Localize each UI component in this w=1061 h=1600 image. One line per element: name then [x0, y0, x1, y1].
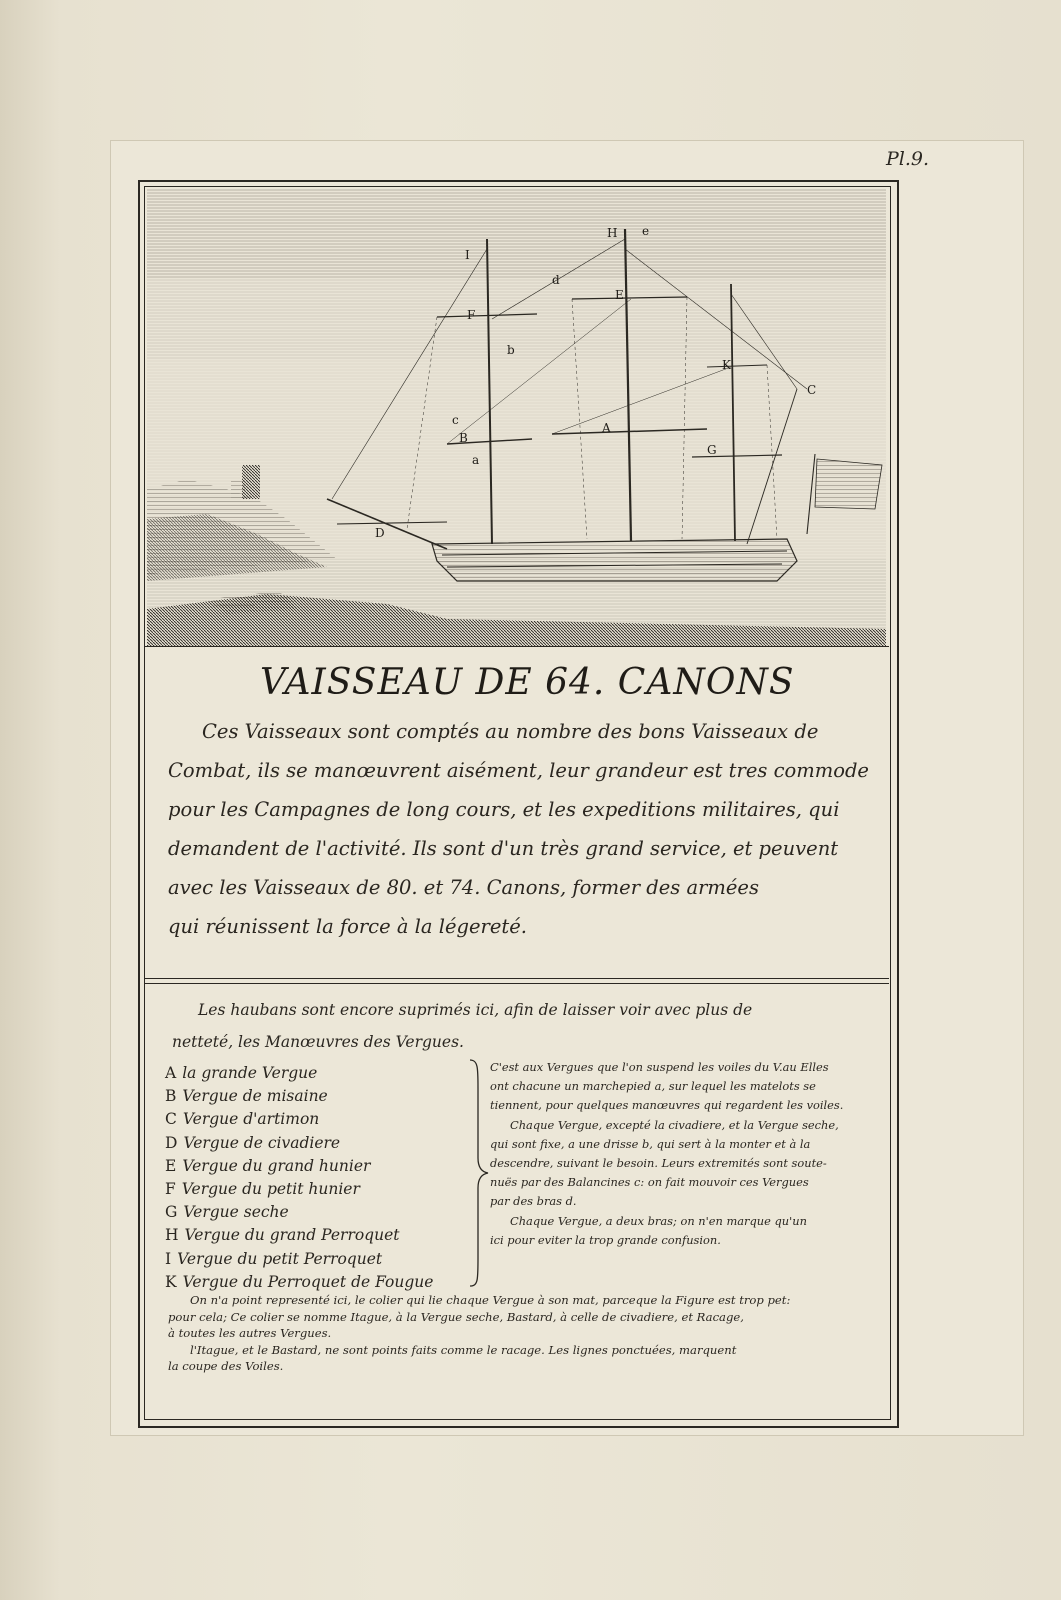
caption-letter-E: E: [615, 288, 624, 302]
footnote-line: à toutes les autres Vergues.: [168, 1326, 332, 1341]
ship-illustration: [147, 189, 886, 646]
note-line: ici pour eviter la trop grande confusion.: [490, 1232, 721, 1247]
legend-item: [165, 1248, 475, 1271]
description-line: demandent de l'activité. Ils sont d'un très grand service, et peuvent: [168, 837, 839, 860]
legend-text: Vergue du grand Perroquet: [184, 1226, 400, 1245]
description-line: Ces Vaisseaux sont comptés au nombre des bons Vaisseaux de: [202, 720, 819, 743]
caption-letter-d: d: [552, 273, 560, 287]
note-line: C'est aux Vergues que l'on suspend les voiles du V.au Elles: [490, 1060, 829, 1074]
description-line: Combat, ils se manœuvrent aisément, leur grandeur est tres commode: [168, 759, 869, 782]
footnote-line: la coupe des Voiles.: [168, 1359, 284, 1374]
legend-letter: B: [165, 1087, 177, 1106]
legend-text: Vergue du petit Perroquet: [177, 1249, 383, 1268]
legend-letter: F: [165, 1180, 176, 1199]
caption-letter-b: b: [507, 343, 515, 357]
legend-letter: A: [165, 1064, 177, 1082]
description: [168, 712, 880, 946]
legend-item: [165, 1085, 475, 1108]
legend-text: Vergue du grand hunier: [182, 1156, 371, 1175]
plate-title: VAISSEAU DE 64. CANONS: [260, 662, 795, 703]
caption-letter-C: C: [807, 383, 817, 397]
description-line: pour les Campagnes de long cours, et les expeditions militaires, qui: [168, 798, 840, 821]
intro-line: Les haubans sont encore suprimés ici, afin de laisser voir avec plus de: [198, 1001, 753, 1019]
caption-letter-F: F: [467, 308, 476, 322]
caption-letter-D: D: [375, 526, 385, 540]
caption-letter-I: I: [465, 248, 470, 262]
legend-item: [165, 1178, 475, 1201]
note-line: nuës par des Balancines c: on fait mouvoir ces Vergues: [490, 1175, 809, 1190]
note-line: tiennent, pour quelques manœuvres qui regardent les voiles.: [490, 1098, 844, 1113]
legend-text: Vergue seche: [183, 1203, 289, 1222]
note-line: qui sont fixe, a une drisse b, qui sert à la monter et à la: [490, 1136, 811, 1151]
plate-number: Pl.9.: [886, 148, 930, 170]
note-line: Chaque Vergue, excepté la civadiere, et la Vergue seche,: [510, 1117, 839, 1132]
note-line: ont chacune un marchepied a, sur lequel les matelots se: [490, 1079, 816, 1094]
section-divider: [144, 978, 889, 979]
footnote-line: pour cela; Ce colier se nomme Itague, à la Vergue seche, Bastard, à celle de civadiere, et Racage,: [168, 1309, 744, 1324]
legend-text: Vergue d'artimon: [182, 1110, 320, 1129]
legend-letter: H: [165, 1226, 179, 1245]
legend-intro: [172, 994, 882, 1058]
legend-item: [165, 1155, 475, 1178]
footnote-line: l'Itague, et le Bastard, ne sont points faits comme le racage. Les lignes ponctuées, marquent: [190, 1342, 737, 1357]
legend-notes: [490, 1058, 885, 1250]
legend-item: [165, 1201, 475, 1224]
legend-text: Vergue de civadiere: [183, 1133, 341, 1152]
caption-letter-K: K: [722, 358, 731, 372]
note-line: par des bras d.: [490, 1194, 577, 1209]
description-line: qui réunissent la force à la légereté.: [168, 915, 527, 938]
intro-line: netteté, les Manœuvres des Vergues.: [172, 1033, 464, 1051]
illustration-divider: [144, 646, 889, 647]
description-line: avec les Vaisseaux de 80. et 74. Canons, former des armées: [168, 876, 759, 899]
footnote: [168, 1292, 884, 1375]
legend-letter: C: [165, 1110, 177, 1129]
caption-letter-e: e: [642, 224, 650, 238]
legend-letter: I: [165, 1249, 172, 1268]
footnote-line: On n'a point representé ici, le colier qui lie chaque Vergue à son mat, parceque la Figure est trop pet:: [190, 1293, 791, 1307]
legend-letter: D: [165, 1133, 178, 1152]
legend-text: Vergue de misaine: [182, 1087, 328, 1106]
note-line: Chaque Vergue, a deux bras; on n'en marque qu'un: [510, 1213, 807, 1228]
legend-text: Vergue du petit hunier: [181, 1180, 360, 1199]
caption-letter-a: a: [472, 453, 480, 467]
caption-letter-H: H: [607, 226, 618, 240]
yard-legend: [165, 1062, 475, 1294]
legend-text: la grande Vergue: [182, 1064, 318, 1082]
legend-letter: G: [165, 1203, 178, 1222]
legend-item: [165, 1224, 475, 1247]
section-divider-inner: [144, 983, 889, 984]
caption-letter-B: B: [459, 431, 468, 445]
legend-item: [165, 1062, 475, 1085]
legend-letter: K: [165, 1272, 177, 1291]
caption-letter-G: G: [707, 443, 717, 457]
legend-item: [165, 1271, 475, 1294]
caption-letter-A: A: [602, 421, 611, 435]
legend-item: [165, 1132, 475, 1155]
legend-item: [165, 1108, 475, 1131]
legend-text: Vergue du Perroquet de Fougue: [182, 1272, 434, 1291]
legend-letter: E: [165, 1156, 177, 1175]
ship-engraving: [147, 189, 886, 646]
note-line: descendre, suivant le besoin. Leurs extremités sont soute-: [490, 1156, 827, 1171]
caption-letter-c: c: [452, 413, 459, 427]
